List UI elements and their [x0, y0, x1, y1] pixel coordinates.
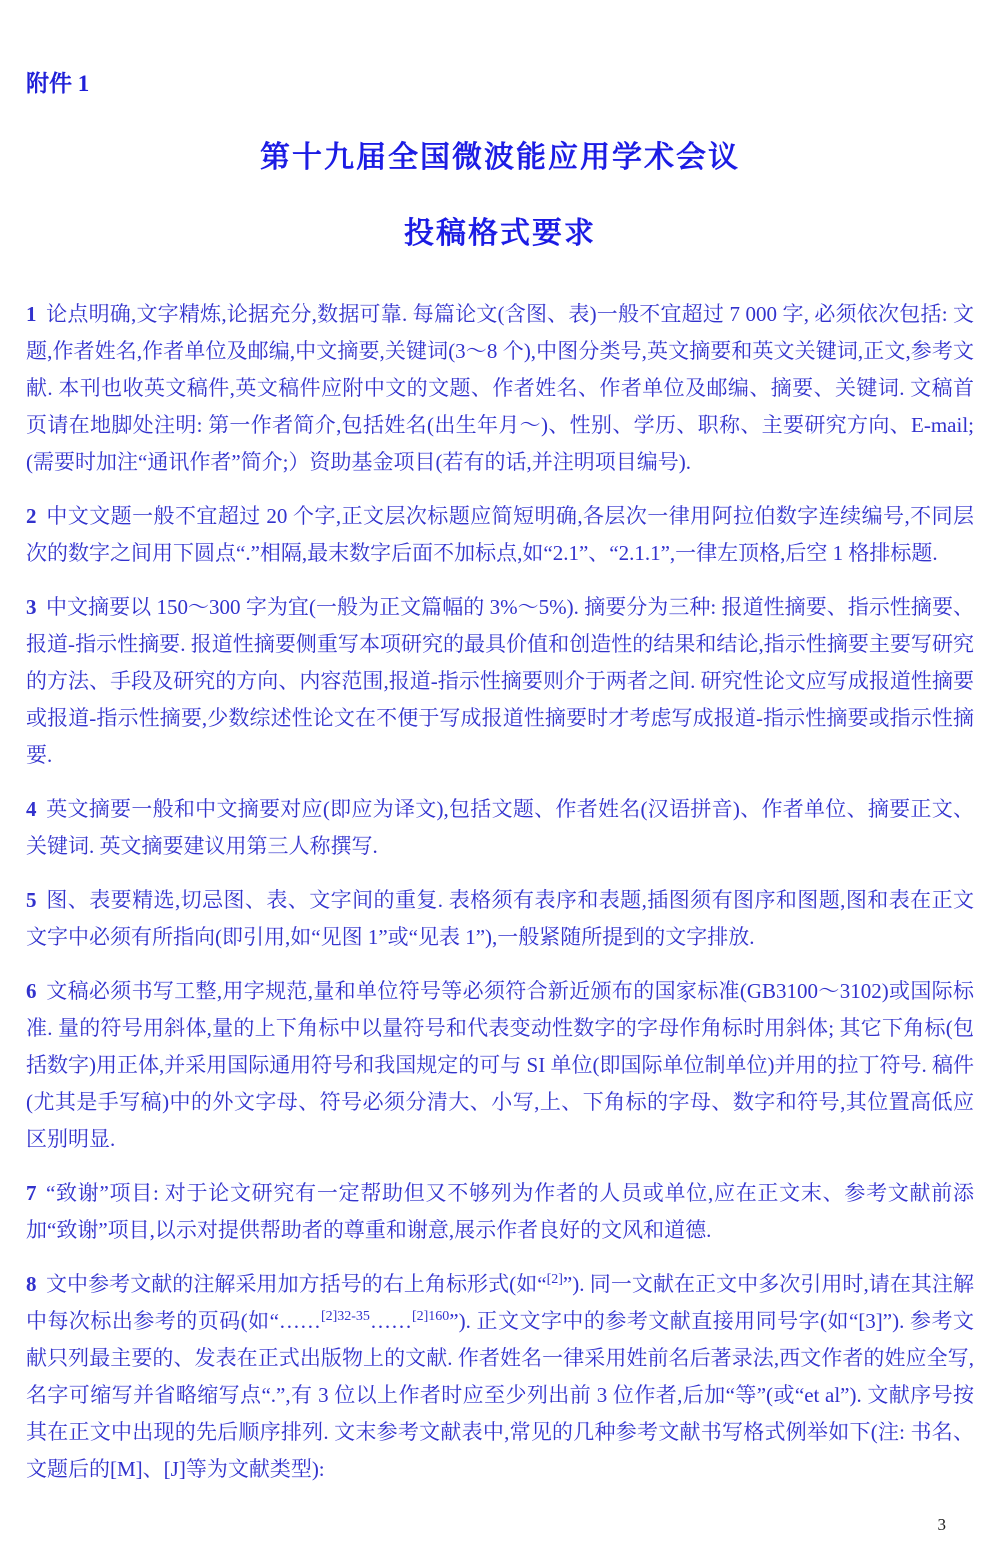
paragraph-text: “致谢”项目: 对于论文研究有一定帮助但又不够列为作者的人员或单位,应在正文末、参考文献前添加“致谢”项目,以示对提供帮助者的尊重和谢意,展示作者良好的文风和道德.	[26, 1180, 974, 1242]
paragraph-text: ”). 同一文献在正文中多次引用时,请在其注解中每次标出参考的页码(如“……	[26, 1271, 975, 1333]
paragraph-number: 1	[26, 301, 37, 326]
citation-superscript: [2]32-35	[320, 1308, 370, 1324]
paragraph-number: 8	[26, 1271, 37, 1296]
document-subtitle: 投稿格式要求	[404, 216, 596, 250]
document-title: 第十九届全国微波能应用学术会议	[260, 140, 740, 174]
attachment-label: 附件 1	[26, 71, 90, 96]
paragraph-text: 论点明确,文字精炼,论据充分,数据可靠. 每篇论文(含图、表)一般不宜超过 7 000 字, 必须依次包括: 文题,作者姓名,作者单位及邮编,中文摘要,关键词(3～8 个),中图分类号,英文摘要和英文关键词,正文,参考文献. 本刊也收英文稿件,英文稿件应附中文的文题、作者姓名、作者单位及邮编、摘要、关键词. 文稿首页请在地脚处注明: 第一作者简介,包括姓名(出生年月～)、性别、学历、职称、主要研究方向、E-mail; (需要时加注“通讯作者”简介;）资助基金项目(若有的话,并注明项目编号).	[26, 301, 974, 474]
paragraph-1	[26, 296, 974, 481]
paragraph-5	[26, 882, 974, 956]
paragraph-text: 英文摘要一般和中文摘要对应(即应为译文),包括文题、作者姓名(汉语拼音)、作者单位、摘要正文、关键词. 英文摘要建议用第三人称撰写.	[26, 796, 974, 858]
citation-superscript: [2]160	[411, 1308, 450, 1324]
paragraph-number: 4	[26, 796, 37, 821]
paragraph-number: 2	[26, 503, 37, 528]
citation-superscript: [2]	[546, 1271, 563, 1287]
paragraph-3	[26, 589, 974, 774]
paragraph-number: 6	[26, 978, 37, 1003]
paragraph-text: ”). 正文文字中的参考文献直接用同号字(如“[3]”). 参考文献只列最主要的、发表在正式出版物上的文献. 作者姓名一律采用姓前名后著录法,西文作者的姓应全写,名字可缩写并省略缩写点“.”,有 3 位以上作者时应至少列出前 3 位作者,后加“等”(或“et al”). 文献序号按其在正文中出现的先后顺序排列. 文末参考文献表中,常见的几种参考文献书写格式例举如下(注: 书名、文题后的[M]、[J]等为文献类型):	[26, 1308, 974, 1481]
paragraph-6	[26, 973, 974, 1158]
paragraph-text: ……	[369, 1308, 412, 1333]
paragraph-text: 中文摘要以 150～300 字为宜(一般为正文篇幅的 3%～5%). 摘要分为三种: 报道性摘要、指示性摘要、报道-指示性摘要. 报道性摘要侧重写本项研究的最具价值和创造性的结果和结论,指示性摘要主要写研究的方法、手段及研究的方向、内容范围,报道-指示性摘要则介于两者之间. 研究性论文应写成报道性摘要或报道-指示性摘要,少数综述性论文在不便于写成报道性摘要时才考虑写成报道-指示性摘要或指示性摘要.	[26, 594, 974, 767]
paragraph-4	[26, 791, 974, 865]
paragraph-8	[26, 1266, 974, 1488]
paragraph-number: 7	[26, 1180, 37, 1205]
paragraph-text: 图、表要精选,切忌图、表、文字间的重复. 表格须有表序和表题,插图须有图序和图题,图和表在正文文字中必须有所指向(即引用,如“见图 1”或“见表 1”),一般紧随所提到的文字排放.	[26, 887, 974, 949]
paragraph-text: 中文文题一般不宜超过 20 个字,正文层次标题应简短明确,各层次一律用阿拉伯数字连续编号,不同层次的数字之间用下圆点“.”相隔,最末数字后面不加标点,如“2.1”、“2.1.1”,一律左顶格,后空 1 格排标题.	[26, 503, 974, 565]
page-number: 3	[937, 1515, 946, 1534]
document-body	[26, 296, 974, 1488]
paragraph-text: 文稿必须书写工整,用字规范,量和单位符号等必须符合新近颁布的国家标准(GB3100～3102)或国际标准. 量的符号用斜体,量的上下角标中以量符号和代表变动性数字的字母作角标时用斜体; 其它下角标(包括数字)用正体,并采用国际通用符号和我国规定的可与 SI 单位(即国际单位制单位)并用的拉丁符号. 稿件(尤其是手写稿)中的外文字母、符号必须分清大、小写,上、下角标的字母、数字和符号,其位置高低应区别明显.	[26, 978, 974, 1151]
paragraph-2	[26, 498, 974, 572]
paragraph-7	[26, 1175, 974, 1249]
paragraph-number: 5	[26, 887, 37, 912]
paragraph-text: 文中参考文献的注解采用加方括号的右上角标形式(如“	[45, 1271, 547, 1296]
paragraph-number: 3	[26, 594, 37, 619]
